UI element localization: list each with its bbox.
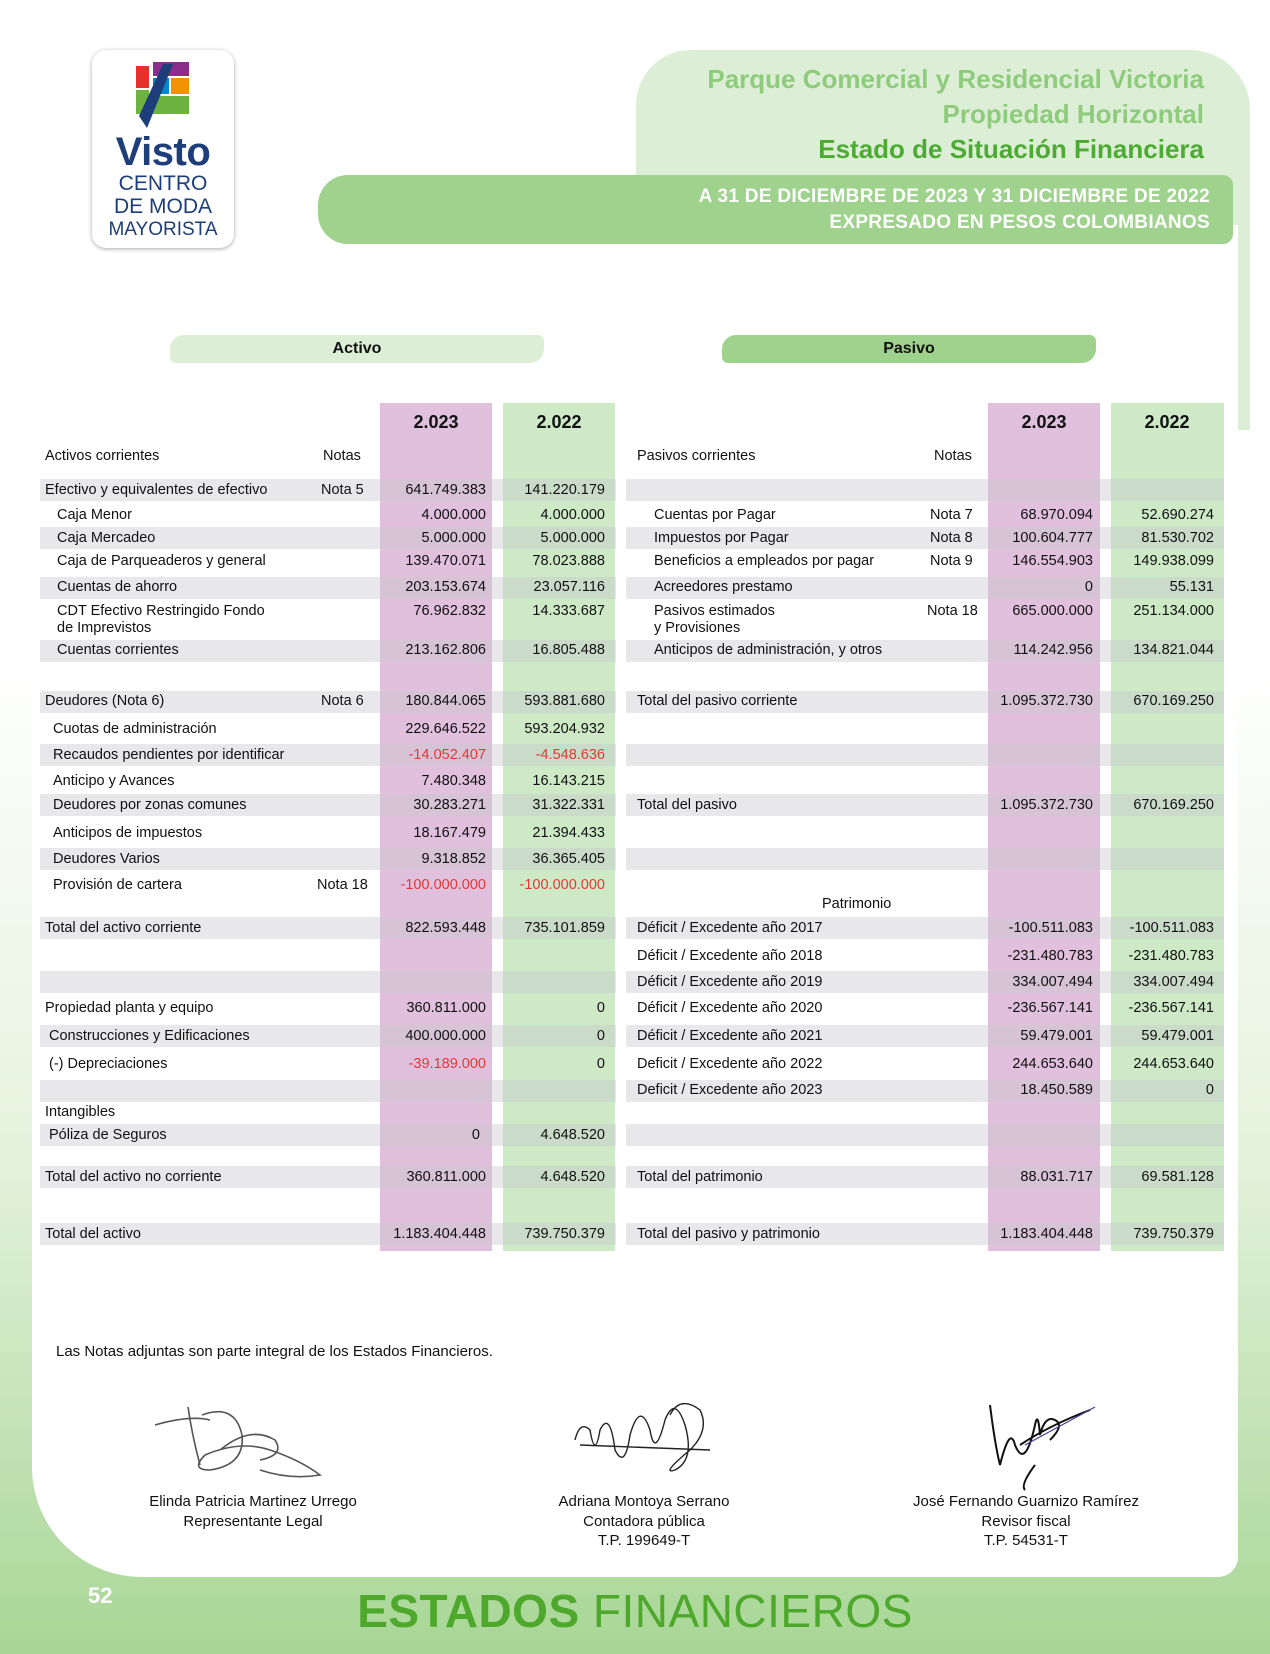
liability-label: Cuentas por Pagar — [654, 507, 776, 523]
equity-label: Deficit / Excedente año 2023 — [637, 1082, 823, 1098]
asset-value-2022: 78.023.888 — [532, 553, 605, 569]
org-name-line-1: Parque Comercial y Residencial Victoria — [707, 64, 1204, 94]
asset-label: Caja de Parqueaderos y general — [57, 553, 266, 569]
equity-value-2022: 59.479.001 — [1141, 1028, 1214, 1044]
asset-value-2022: 593.881.680 — [524, 693, 605, 709]
logo-line-1: CENTRO — [118, 172, 208, 195]
logo-word: Visto — [115, 130, 211, 174]
asset-value-2022: 4.000.000 — [540, 507, 605, 523]
asset-value-2022: 16.143.215 — [532, 773, 605, 789]
equity-value-2023: -100.511.083 — [1008, 920, 1093, 936]
equity-value-2023: 59.479.001 — [1020, 1028, 1093, 1044]
signer-3-tp: T.P. 54531-T — [984, 1532, 1068, 1549]
equity-value-2022: 69.581.128 — [1141, 1169, 1214, 1185]
footer-section-title — [0, 1584, 1270, 1638]
liability-value-2023: 1.095.372.730 — [1000, 797, 1093, 813]
equity-label: Déficit / Excedente año 2017 — [637, 920, 823, 936]
row-stripe — [626, 848, 1224, 870]
liabilities-year-2022: 2.022 — [1144, 412, 1190, 432]
equity-label: Déficit / Excedente año 2020 — [637, 1000, 823, 1016]
asset-label: Caja Mercadeo — [57, 530, 156, 546]
asset-value-2022: 36.365.405 — [532, 851, 605, 867]
asset-value-2022: 0 — [596, 1028, 605, 1044]
asset-label: Anticipos de impuestos — [53, 825, 203, 841]
signature-fiscal-auditor — [980, 1385, 1100, 1495]
report-currency: EXPRESADO EN PESOS COLOMBIANOS — [829, 212, 1210, 233]
signer-1-name: Elinda Patricia Martinez Urrego — [149, 1493, 357, 1510]
asset-label: Deudores (Nota 6) — [45, 693, 165, 709]
liability-label: Anticipos de administración, y otros — [654, 642, 883, 658]
asset-value-2022: 0 — [596, 1056, 605, 1072]
equity-value-2023: 334.007.494 — [1012, 974, 1093, 990]
liability-value-2023: 114.242.956 — [1013, 642, 1093, 658]
signer-3-role: Revisor fiscal — [981, 1513, 1071, 1530]
equity-heading: Patrimonio — [822, 896, 892, 912]
asset-label: Propiedad planta y equipo — [45, 1000, 214, 1016]
liability-label: Impuestos por Pagar — [654, 530, 789, 546]
liability-value-2022: 52.690.274 — [1141, 507, 1214, 523]
signer-2-tp: T.P. 199649-T — [597, 1532, 691, 1549]
assets-heading: Activos corrientes — [45, 448, 160, 464]
equity-value-2023: 244.653.640 — [1012, 1056, 1093, 1072]
signer-3-name: José Fernando Guarnizo Ramírez — [913, 1493, 1139, 1510]
liability-note: Nota 8 — [930, 530, 973, 546]
equity-value-2022: 244.653.640 — [1133, 1056, 1214, 1072]
equity-value-2022: -231.480.783 — [1128, 948, 1214, 964]
asset-label: Deudores por zonas comunes — [53, 797, 247, 813]
asset-value-2022: 0 — [596, 1000, 605, 1016]
asset-value-2022: 4.648.520 — [540, 1127, 605, 1143]
row-stripe — [626, 1124, 1224, 1146]
equity-value-2023: -236.567.141 — [1007, 1000, 1093, 1016]
page-number: 52 — [88, 1583, 113, 1608]
asset-value-2022: 16.805.488 — [532, 642, 605, 658]
equity-value-2022: -100.511.083 — [1129, 920, 1214, 936]
asset-label: Deudores Varios — [53, 851, 160, 867]
liability-value-2023: 665.000.000 — [1012, 603, 1093, 619]
logo-line-3: MAYORISTA — [108, 219, 218, 240]
asset-value-2023: 1.183.404.448 — [393, 1226, 486, 1242]
asset-value-2023: 30.283.271 — [413, 797, 486, 813]
asset-label: Recaudos pendientes por identificar — [53, 747, 285, 763]
asset-value-2023: 229.646.522 — [405, 721, 486, 737]
logo-mark-icon — [133, 58, 195, 132]
asset-value-2022: -4.548.636 — [535, 747, 605, 763]
footer-title-light: FINANCIEROS — [592, 1585, 913, 1637]
liability-value-2022: 81.530.702 — [1141, 530, 1214, 546]
section-pasivo: Pasivo — [722, 335, 1096, 363]
asset-value-2022: 14.333.687 — [532, 603, 605, 619]
asset-value-2022: 23.057.116 — [533, 579, 605, 595]
asset-label: Caja Menor — [57, 507, 132, 523]
liability-label: Acreedores prestamo — [654, 579, 793, 595]
asset-note: Nota 18 — [317, 877, 368, 893]
equity-value-2023: 1.183.404.448 — [1000, 1226, 1093, 1242]
liability-value-2023: 1.095.372.730 — [1000, 693, 1093, 709]
asset-value-2023: 360.811.000 — [406, 1000, 486, 1016]
assets-year-2023: 2.023 — [413, 412, 459, 432]
equity-label: Déficit / Excedente año 2018 — [637, 948, 823, 964]
asset-value-2023: 180.844.065 — [405, 693, 486, 709]
asset-value-2022: 735.101.859 — [524, 920, 605, 936]
liabilities-notes-heading: Notas — [934, 448, 972, 464]
asset-label: Intangibles — [45, 1104, 116, 1120]
equity-label: Total del patrimonio — [637, 1169, 763, 1185]
signer-2-role: Contadora pública — [583, 1513, 705, 1530]
signature-legal-representative — [150, 1395, 330, 1485]
asset-label: Anticipo y Avances — [53, 773, 175, 789]
liability-value-2022: 149.938.099 — [1133, 553, 1214, 569]
liability-value-2022: 670.169.250 — [1133, 797, 1214, 813]
asset-label: Provisión de cartera — [53, 877, 182, 893]
logo-line-2: DE MODA — [113, 195, 212, 218]
asset-note: Nota 5 — [321, 482, 364, 498]
assets-notes-heading: Notas — [323, 448, 361, 464]
liability-value-2022: 251.134.000 — [1133, 603, 1214, 619]
row-stripe — [626, 744, 1224, 766]
asset-value-2023: -14.052.407 — [408, 747, 486, 763]
asset-value-2023: 4.000.000 — [421, 507, 486, 523]
equity-value-2022: 739.750.379 — [1133, 1226, 1214, 1242]
signer-2-name: Adriana Montoya Serrano — [558, 1493, 730, 1510]
row-stripe — [40, 971, 616, 993]
asset-value-2023: 139.470.071 — [405, 553, 486, 569]
liability-note: Nota 7 — [930, 507, 973, 523]
liability-value-2022: 670.169.250 — [1133, 693, 1214, 709]
asset-value-2023: 213.162.806 — [405, 642, 486, 658]
equity-value-2022: 0 — [1205, 1082, 1214, 1098]
row-stripe — [626, 479, 1224, 501]
asset-value-2022: 593.204.932 — [524, 721, 605, 737]
liability-label: Total del pasivo corriente — [637, 693, 798, 709]
asset-value-2023: 400.000.000 — [405, 1028, 486, 1044]
asset-label: CDT Efectivo Restringido Fondo — [57, 603, 265, 619]
asset-value-2023: 641.749.383 — [405, 482, 486, 498]
liability-value-2023: 100.604.777 — [1012, 530, 1093, 546]
asset-value-2023: 7.480.348 — [421, 773, 486, 789]
equity-value-2023: 88.031.717 — [1020, 1169, 1093, 1185]
liability-value-2023: 0 — [1084, 579, 1093, 595]
asset-label: Póliza de Seguros — [49, 1127, 167, 1143]
liability-note: Nota 9 — [930, 553, 973, 569]
asset-value-2023: 9.318.852 — [421, 851, 486, 867]
liability-label: Total del pasivo — [637, 797, 737, 813]
equity-value-2023: -231.480.783 — [1007, 948, 1093, 964]
asset-label-continued: de Imprevistos — [57, 620, 152, 636]
asset-value-2022: 31.322.331 — [532, 797, 605, 813]
equity-label: Déficit / Excedente año 2019 — [637, 974, 823, 990]
asset-note: Nota 6 — [321, 693, 364, 709]
asset-value-2022: 5.000.000 — [540, 530, 605, 546]
asset-value-2022: 739.750.379 — [524, 1226, 605, 1242]
liability-label-continued: y Provisiones — [654, 620, 741, 636]
liability-note: Nota 18 — [927, 603, 978, 619]
asset-label: Cuentas corrientes — [57, 642, 179, 658]
asset-label: Total del activo corriente — [45, 920, 202, 936]
liabilities-year-2023: 2.023 — [1021, 412, 1067, 432]
org-name-line-2: Propiedad Horizontal — [942, 99, 1204, 129]
section-activo: Activo — [170, 335, 544, 363]
asset-label: Total del activo no corriente — [45, 1169, 222, 1185]
liability-label: Pasivos estimados — [654, 603, 775, 619]
asset-value-2022: 21.394.433 — [532, 825, 605, 841]
asset-label: Cuotas de administración — [53, 721, 217, 737]
equity-label: Deficit / Excedente año 2022 — [637, 1056, 823, 1072]
asset-label: Construcciones y Edificaciones — [49, 1028, 250, 1044]
asset-value-2023: 5.000.000 — [421, 530, 486, 546]
asset-label: Efectivo y equivalentes de efectivo — [45, 482, 268, 498]
assets-year-2022: 2.022 — [536, 412, 582, 432]
report-date: A 31 DE DICIEMBRE DE 2023 Y 31 DICIEMBRE DE 2022 — [698, 186, 1210, 207]
signer-1-role: Representante Legal — [183, 1513, 323, 1530]
asset-value-2023: -100.000.000 — [400, 877, 486, 893]
asset-label: Cuentas de ahorro — [57, 579, 178, 595]
asset-value-2023: 822.593.448 — [405, 920, 486, 936]
equity-value-2023: 18.450.589 — [1020, 1082, 1093, 1098]
liability-value-2023: 68.970.094 — [1020, 507, 1093, 523]
asset-value-2022: 141.220.179 — [524, 482, 605, 498]
row-stripe — [40, 1080, 616, 1102]
liability-value-2022: 55.131 — [1169, 579, 1214, 595]
equity-label: Déficit / Excedente año 2021 — [637, 1028, 823, 1044]
footer-title-bold: ESTADOS — [357, 1585, 580, 1637]
asset-value-2023: 18.167.479 — [413, 825, 486, 841]
asset-value-2023: -39.189.000 — [408, 1056, 486, 1072]
asset-value-2023: 76.962.832 — [413, 603, 486, 619]
liabilities-heading: Pasivos corrientes — [637, 448, 756, 464]
liability-value-2022: 134.821.044 — [1133, 642, 1214, 658]
signature-accountant — [570, 1390, 720, 1490]
notes-disclaimer: Las Notas adjuntas son parte integral de los Estados Financieros. — [56, 1343, 493, 1360]
equity-value-2022: -236.567.141 — [1128, 1000, 1214, 1016]
asset-value-2022: -100.000.000 — [519, 877, 605, 893]
asset-value-2023: 0 — [471, 1127, 480, 1143]
liability-value-2023: 146.554.903 — [1012, 553, 1093, 569]
asset-label: (-) Depreciaciones — [49, 1056, 168, 1072]
asset-value-2023: 360.811.000 — [406, 1169, 486, 1185]
equity-label: Total del pasivo y patrimonio — [637, 1226, 820, 1242]
asset-value-2022: 4.648.520 — [540, 1169, 605, 1185]
equity-value-2022: 334.007.494 — [1133, 974, 1214, 990]
asset-label: Total del activo — [45, 1226, 141, 1242]
report-title: Estado de Situación Financiera — [818, 134, 1204, 164]
liability-label: Beneficios a empleados por pagar — [654, 553, 875, 569]
asset-value-2023: 203.153.674 — [405, 579, 486, 595]
